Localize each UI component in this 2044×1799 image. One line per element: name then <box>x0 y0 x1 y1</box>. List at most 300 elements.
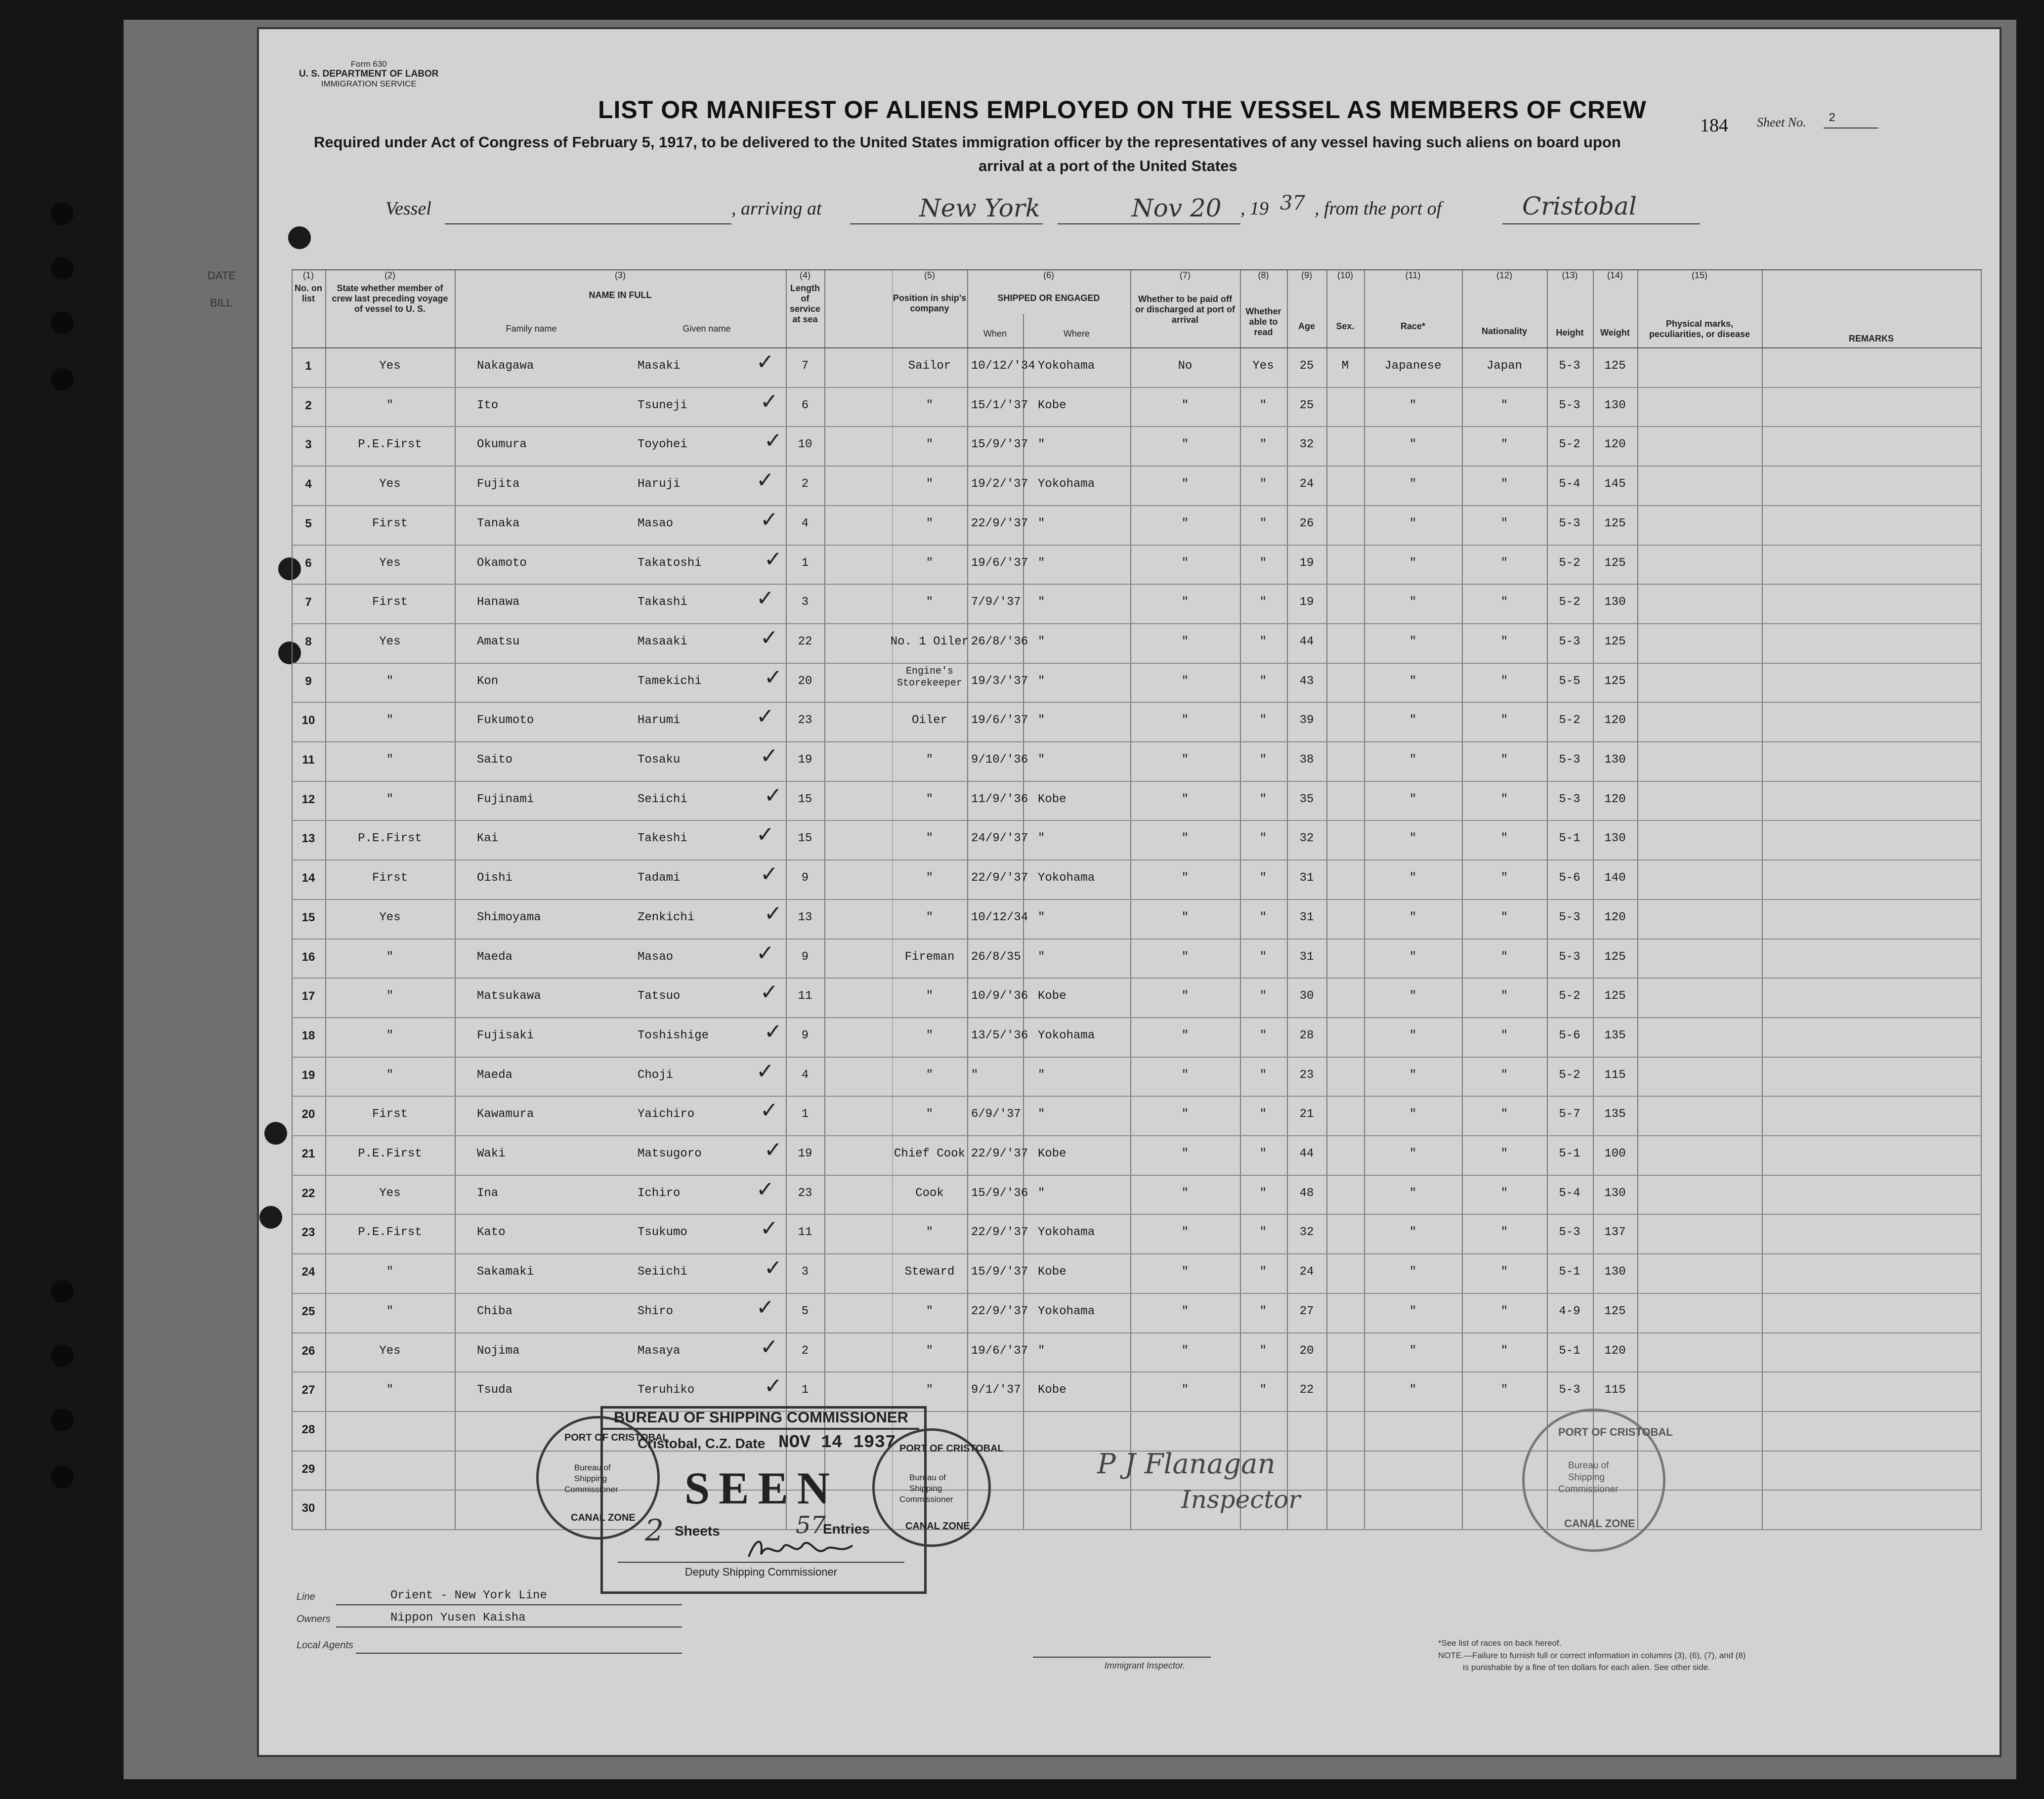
cell-weight: 135 <box>1604 1028 1626 1042</box>
cell-given: Takashi <box>638 596 687 609</box>
cell-paid: " <box>1181 516 1189 530</box>
cell-position: " <box>926 477 934 491</box>
cell-where: " <box>1038 1108 1045 1121</box>
cell-age: 19 <box>1299 596 1314 609</box>
cell-where: " <box>1038 556 1045 570</box>
from-port-value: Cristobal <box>1522 192 1637 220</box>
cell-service: 9 <box>801 1028 809 1042</box>
footer-owners-label: Owners <box>297 1614 331 1625</box>
cell-age: 19 <box>1299 556 1314 570</box>
cell-weight: 120 <box>1604 910 1626 924</box>
cell-no: 16 <box>301 950 315 964</box>
cell-state: P.E.First <box>358 1147 422 1160</box>
cell-paid: " <box>1181 1344 1189 1358</box>
col-header-where: Where <box>1063 329 1090 339</box>
cell-no: 13 <box>301 832 315 846</box>
footer-immigrant-inspector: Immigrant Inspector. <box>1105 1661 1186 1670</box>
cell-height: 5-3 <box>1559 792 1580 806</box>
cell-service: 2 <box>801 1344 809 1358</box>
cell-age: 22 <box>1299 1383 1314 1397</box>
cell-race: " <box>1409 910 1417 924</box>
col-header-given-name: Given name <box>682 324 731 334</box>
col-num-4: (4) <box>800 270 810 280</box>
cell-no: 11 <box>302 753 315 767</box>
cell-height: 5-3 <box>1559 1226 1580 1240</box>
row-rule <box>292 702 1982 703</box>
cell-height: 5-5 <box>1559 674 1580 688</box>
cell-when: 19/6/'37 <box>971 556 1028 570</box>
row-rule <box>292 1057 1982 1058</box>
col-num-9: (9) <box>1301 270 1312 280</box>
cell-weight: 145 <box>1604 477 1626 491</box>
cell-paid: " <box>1181 596 1189 609</box>
cell-position: " <box>926 596 934 609</box>
cell-nationality: " <box>1500 674 1508 688</box>
col-header-when: When <box>983 329 1007 339</box>
row-rule <box>292 1529 1982 1530</box>
cell-weight: 130 <box>1604 398 1626 412</box>
cell-weight: 120 <box>1604 438 1626 452</box>
cell-state: " <box>386 1304 394 1318</box>
cell-family: Oishi <box>477 871 513 885</box>
check-mark-icon: ✓ <box>760 1334 778 1360</box>
cell-family: Matsukawa <box>477 989 541 1003</box>
cell-race: " <box>1409 1147 1417 1160</box>
cell-weight: 125 <box>1604 359 1626 373</box>
row-rule <box>292 387 1982 388</box>
cell-when: 9/1/'37 <box>971 1383 1021 1397</box>
cell-state: First <box>372 516 408 530</box>
cell-read: Yes <box>1252 359 1274 373</box>
check-mark-icon: ✓ <box>760 1098 778 1123</box>
cell-state: Yes <box>379 359 401 373</box>
cell-nationality: " <box>1500 1028 1508 1042</box>
cell-read: " <box>1259 950 1267 964</box>
cell-no: 4 <box>305 477 312 491</box>
cell-service: 15 <box>798 832 812 846</box>
cell-where: " <box>1038 1068 1045 1082</box>
cell-height: 5-1 <box>1559 1147 1580 1160</box>
cell-paid: " <box>1181 1108 1189 1121</box>
cell-read: " <box>1259 910 1267 924</box>
cell-service: 23 <box>798 714 812 728</box>
cell-when: 26/8/'36 <box>971 635 1028 648</box>
cell-read: " <box>1259 1108 1267 1121</box>
cell-family: Fujita <box>477 477 520 491</box>
cell-read: " <box>1259 871 1267 885</box>
cell-where: Kobe <box>1038 1265 1066 1279</box>
cell-race: " <box>1409 1068 1417 1082</box>
cell-paid: " <box>1181 1068 1189 1082</box>
cell-nationality: " <box>1500 871 1508 885</box>
col-num-1: (1) <box>303 270 314 280</box>
cell-height: 5-3 <box>1559 516 1580 530</box>
cell-state: First <box>372 596 408 609</box>
row-rule <box>292 820 1982 821</box>
cell-when: 19/6/'37 <box>971 714 1028 728</box>
cell-race: " <box>1409 871 1417 885</box>
cell-where: Kobe <box>1038 398 1066 412</box>
check-mark-icon: ✓ <box>764 1373 782 1399</box>
cell-family: Kawamura <box>477 1108 534 1121</box>
subtitle-line-2: arrival at a port of the United States <box>979 157 1237 174</box>
check-mark-icon: ✓ <box>764 900 782 926</box>
cell-when: 15/9/'36 <box>971 1186 1028 1200</box>
stamp-deputy-title: Deputy Shipping Commissioner <box>684 1566 838 1578</box>
cell-no: 19 <box>301 1068 315 1082</box>
row-rule <box>292 584 1982 585</box>
cell-paid: " <box>1181 635 1189 648</box>
cell-given: Teruhiko <box>638 1383 695 1397</box>
cell-state: " <box>386 1265 394 1279</box>
cell-given: Tosaku <box>638 753 681 767</box>
footer-note-penalty-cont: is punishable by a fine of ten dollars for each alien. See other side. <box>1463 1663 1710 1672</box>
cell-paid: " <box>1181 753 1189 767</box>
cell-age: 30 <box>1299 989 1314 1003</box>
cell-paid: " <box>1181 792 1189 806</box>
cell-given: Masaya <box>638 1344 681 1358</box>
cell-family: Waki <box>477 1147 506 1160</box>
cell-service: 4 <box>801 1068 809 1082</box>
service-name: IMMIGRATION SERVICE <box>321 79 417 88</box>
cell-nationality: " <box>1500 1147 1508 1160</box>
cell-when: 19/6/'37 <box>971 1344 1028 1358</box>
cell-weight: 125 <box>1604 674 1626 688</box>
check-mark-icon: ✓ <box>760 1216 778 1242</box>
cell-given: Toyohei <box>638 438 687 452</box>
check-mark-icon: ✓ <box>756 586 774 611</box>
cell-when: 10/12/'34 <box>971 359 1035 373</box>
cell-position: " <box>926 438 934 452</box>
cell-weight: 130 <box>1604 832 1626 846</box>
cell-weight: 120 <box>1604 792 1626 806</box>
cell-age: 35 <box>1299 792 1314 806</box>
manifest-number: 184 <box>1700 115 1728 136</box>
cell-position: Oiler <box>911 714 948 728</box>
check-mark-icon: ✓ <box>764 1137 782 1162</box>
cell-position: " <box>926 1344 934 1358</box>
cell-service: 11 <box>798 989 812 1003</box>
cell-no: 3 <box>305 438 312 452</box>
check-mark-icon: ✓ <box>764 428 782 454</box>
row-rule <box>292 505 1982 506</box>
deputy-commissioner-signature <box>746 1535 855 1564</box>
col-header-sex: Sex. <box>1336 321 1355 331</box>
cell-no: 27 <box>301 1383 315 1397</box>
cell-when: 10/9/'36 <box>971 989 1028 1003</box>
cell-where: Yokohama <box>1038 1226 1095 1240</box>
cell-state: " <box>386 674 394 688</box>
cell-height: 5-2 <box>1559 1068 1580 1082</box>
check-mark-icon: ✓ <box>756 468 774 493</box>
cell-height: 4-9 <box>1559 1304 1580 1318</box>
col-num-10: (10) <box>1337 270 1353 280</box>
cell-family: Okamoto <box>477 556 527 570</box>
col-header-height: Height <box>1556 328 1584 338</box>
cell-given: Tsukumo <box>638 1226 687 1240</box>
cell-race: " <box>1409 1304 1417 1318</box>
row-rule <box>292 939 1982 940</box>
row-rule <box>292 899 1982 900</box>
cell-read: " <box>1259 1383 1267 1397</box>
cell-nationality: " <box>1500 398 1508 412</box>
cell-race: " <box>1409 950 1417 964</box>
cell-family: Kato <box>477 1226 506 1240</box>
row-rule <box>292 1253 1982 1254</box>
cell-given: Masao <box>638 516 674 530</box>
cell-race: " <box>1409 477 1417 491</box>
cell-state: P.E.First <box>358 1226 422 1240</box>
cell-where: Kobe <box>1038 989 1066 1003</box>
cell-family: Ito <box>477 398 499 412</box>
row-rule <box>292 741 1982 742</box>
stamp-place: Cristobal, C.Z. Date <box>638 1436 766 1451</box>
cell-race: " <box>1409 1108 1417 1121</box>
cell-nationality: Japan <box>1486 359 1523 373</box>
cell-weight: 115 <box>1604 1383 1626 1397</box>
cell-paid: No <box>1178 359 1192 373</box>
cell-position: " <box>926 871 934 885</box>
cell-paid: " <box>1181 556 1189 570</box>
col-header-no-on-list: No. on list <box>295 283 322 303</box>
cell-age: 25 <box>1299 359 1314 373</box>
check-mark-icon: ✓ <box>764 782 782 808</box>
arriving-label: , arriving at <box>731 198 822 219</box>
cell-no: 17 <box>301 989 315 1003</box>
page-title: LIST OR MANIFEST OF ALIENS EMPLOYED ON THE VESSEL AS MEMBERS OF CREW <box>598 96 1647 124</box>
cell-nationality: " <box>1500 1383 1508 1397</box>
cell-paid: " <box>1181 477 1189 491</box>
row-rule <box>292 663 1982 664</box>
cell-read: " <box>1259 1304 1267 1318</box>
cell-height: 5-3 <box>1559 398 1580 412</box>
form-number: Form 630 <box>350 59 387 69</box>
cell-nationality: " <box>1500 950 1508 964</box>
cell-given: Ichiro <box>638 1186 681 1200</box>
cell-service: 9 <box>801 871 809 885</box>
cell-height: 5-6 <box>1559 871 1580 885</box>
stamp-entries-count: 57 <box>796 1511 826 1539</box>
cell-paid: " <box>1181 1147 1189 1160</box>
col-header-race: Race* <box>1400 321 1426 331</box>
cell-when: 22/9/'37 <box>971 516 1028 530</box>
cell-family: Shimoyama <box>477 910 541 924</box>
cell-nationality: " <box>1500 1304 1508 1318</box>
col-header-last-voyage: State whether member of crew last preceding voyage of vessel to U. S. <box>332 283 448 314</box>
cell-no: 5 <box>305 516 312 530</box>
cell-family: Maeda <box>477 950 513 964</box>
cell-state: Yes <box>379 635 401 648</box>
stamp-entries-label: Entries <box>823 1521 870 1537</box>
cell-state: " <box>386 1028 394 1042</box>
cell-given: Tamekichi <box>638 674 702 688</box>
row-rule <box>292 1096 1982 1097</box>
cell-no: 14 <box>301 871 315 885</box>
cell-weight: 125 <box>1604 516 1626 530</box>
cell-no: 20 <box>301 1108 315 1121</box>
cell-age: 21 <box>1299 1108 1314 1121</box>
col-num-6: (6) <box>1043 270 1054 280</box>
cell-family: Kon <box>477 674 499 688</box>
stamp-seen: SEEN <box>684 1463 839 1513</box>
cell-height: 5-3 <box>1559 950 1580 964</box>
col-num-3: (3) <box>615 270 626 280</box>
binder-hole <box>51 1280 74 1303</box>
cell-family: Saito <box>477 753 513 767</box>
cell-position: " <box>926 989 934 1003</box>
cell-read: " <box>1259 989 1267 1003</box>
cell-position: Cook <box>915 1186 944 1200</box>
cell-paid: " <box>1181 1186 1189 1200</box>
cell-race: " <box>1409 1226 1417 1240</box>
cell-height: 5-6 <box>1559 1028 1580 1042</box>
cell-paid: " <box>1181 1226 1189 1240</box>
cell-state: Yes <box>379 556 401 570</box>
arriving-port-value: New York <box>919 194 1040 222</box>
cell-when: " <box>971 1068 979 1082</box>
cell-where: " <box>1038 714 1045 728</box>
binder-hole <box>51 1344 74 1367</box>
cell-service: 13 <box>798 910 812 924</box>
stamp-bureau-title: BUREAU OF SHIPPING COMMISSIONER <box>603 1409 919 1430</box>
footer-line-value: Orient - New York Line <box>390 1589 547 1602</box>
col-header-nationality: Nationality <box>1481 326 1527 336</box>
cell-position: " <box>926 753 934 767</box>
cell-height: 5-2 <box>1559 714 1580 728</box>
cell-read: " <box>1259 1068 1267 1082</box>
cell-service: 2 <box>801 477 809 491</box>
cell-position: " <box>926 1108 934 1121</box>
cell-family: Amatsu <box>477 635 520 648</box>
check-mark-icon: ✓ <box>760 743 778 769</box>
cell-position: Fireman <box>904 950 955 964</box>
cell-no: 23 <box>301 1226 315 1240</box>
cell-paid: " <box>1181 1265 1189 1279</box>
row-rule <box>292 426 1982 427</box>
cell-position: Sailor <box>908 359 951 373</box>
cell-service: 1 <box>801 556 809 570</box>
row-rule <box>292 466 1982 467</box>
cell-nationality: " <box>1500 792 1508 806</box>
cell-where: " <box>1038 753 1045 767</box>
cell-given: Masaaki <box>638 635 687 648</box>
cell-paid: " <box>1181 398 1189 412</box>
cell-nationality: " <box>1500 556 1508 570</box>
cell-weight: 125 <box>1604 556 1626 570</box>
cell-given: Tsuneji <box>638 398 687 412</box>
cell-no: 7 <box>305 596 312 609</box>
cell-height: 5-4 <box>1559 477 1580 491</box>
cell-height: 5-3 <box>1559 910 1580 924</box>
stamp-date: NOV 14 1937 <box>778 1432 896 1453</box>
cell-given: Zenkichi <box>638 910 695 924</box>
col-num-14: (14) <box>1607 270 1623 280</box>
cell-race: " <box>1409 989 1417 1003</box>
cell-family: Fukumoto <box>477 714 534 728</box>
cell-state: " <box>386 792 394 806</box>
cell-where: " <box>1038 1186 1045 1200</box>
cell-service: 19 <box>798 753 812 767</box>
cell-given: Takeshi <box>638 832 687 846</box>
punch-hole <box>259 1206 282 1229</box>
col-header-name: NAME IN FULL <box>589 290 652 300</box>
cell-read: " <box>1259 398 1267 412</box>
cell-state: Yes <box>379 477 401 491</box>
cell-read: " <box>1259 1344 1267 1358</box>
cell-when: 13/5/'36 <box>971 1028 1028 1042</box>
cell-nationality: " <box>1500 1344 1508 1358</box>
cell-state: " <box>386 950 394 964</box>
cell-nationality: " <box>1500 596 1508 609</box>
sheet-number-value: 2 <box>1829 112 1836 125</box>
cell-weight: 120 <box>1604 1344 1626 1358</box>
row-rule <box>292 978 1982 979</box>
cell-state: " <box>386 1068 394 1082</box>
cell-age: 44 <box>1299 1147 1314 1160</box>
inspector-signature: P J Flanagan <box>1097 1448 1276 1480</box>
cell-no: 26 <box>301 1344 315 1358</box>
cell-nationality: " <box>1500 438 1508 452</box>
cell-position: " <box>926 556 934 570</box>
cell-no: 12 <box>301 792 315 806</box>
cell-height: 5-3 <box>1559 1383 1580 1397</box>
cell-position: " <box>926 1383 934 1397</box>
footer-note-penalty: NOTE.—Failure to furnish full or correct information in columns (3), (6), (7), and (8) <box>1438 1651 1746 1660</box>
cell-no: 18 <box>301 1028 315 1042</box>
col-header-family-name: Family name <box>506 324 557 334</box>
cell-where: Yokohama <box>1038 359 1095 373</box>
cell-height: 5-4 <box>1559 1186 1580 1200</box>
cell-given: Tadami <box>638 871 681 885</box>
cell-family: Fujinami <box>477 792 534 806</box>
cell-read: " <box>1259 714 1267 728</box>
cell-nationality: " <box>1500 910 1508 924</box>
cell-paid: " <box>1181 989 1189 1003</box>
cell-nationality: " <box>1500 635 1508 648</box>
cell-position: " <box>926 1028 934 1042</box>
cell-nationality: " <box>1500 753 1508 767</box>
cell-no: 28 <box>301 1422 315 1436</box>
cell-age: 26 <box>1299 516 1314 530</box>
cell-where: " <box>1038 674 1045 688</box>
cell-service: 19 <box>798 1147 812 1160</box>
cell-service: 5 <box>801 1304 809 1318</box>
cell-service: 3 <box>801 1265 809 1279</box>
cell-weight: 115 <box>1604 1068 1626 1082</box>
cell-age: 28 <box>1299 1028 1314 1042</box>
cell-position: Chief Cook <box>894 1147 966 1160</box>
cell-height: 5-1 <box>1559 832 1580 846</box>
cell-where: " <box>1038 438 1045 452</box>
inspector-title-handwritten: Inspector <box>1181 1485 1301 1514</box>
cell-race: Japanese <box>1384 359 1442 373</box>
cell-no: 15 <box>301 910 315 924</box>
cell-service: 11 <box>798 1226 812 1240</box>
row-rule <box>292 1214 1982 1215</box>
cell-state: " <box>386 398 394 412</box>
cell-read: " <box>1259 635 1267 648</box>
cell-nationality: " <box>1500 832 1508 846</box>
cell-given: Shiro <box>638 1304 674 1318</box>
cell-where: " <box>1038 596 1045 609</box>
cell-when: 9/10/'36 <box>971 753 1028 767</box>
cell-race: " <box>1409 438 1417 452</box>
punch-hole <box>264 1122 287 1145</box>
cell-age: 27 <box>1299 1304 1314 1318</box>
cell-race: " <box>1409 753 1417 767</box>
cell-nationality: " <box>1500 1068 1508 1082</box>
cell-service: 20 <box>798 674 812 688</box>
